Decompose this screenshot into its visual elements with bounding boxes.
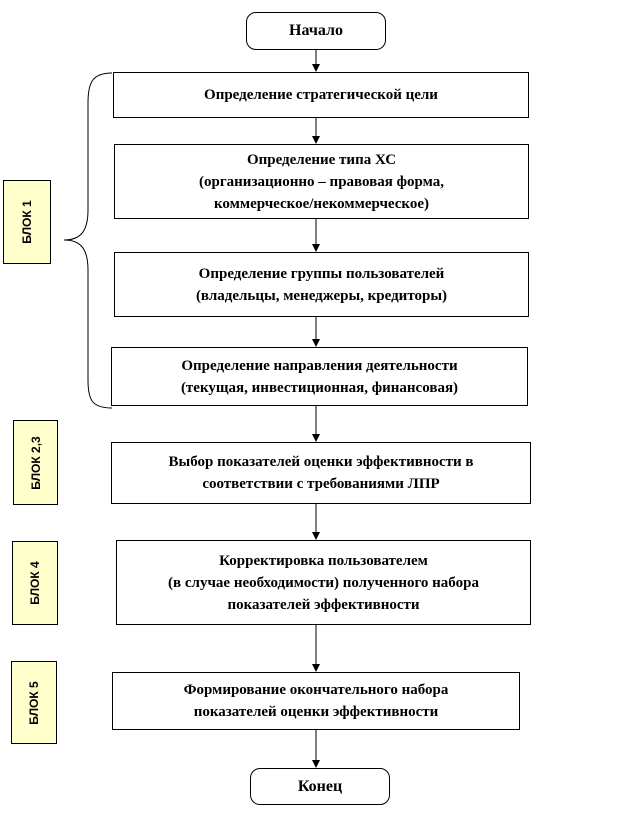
step-strategic-goal: Определение стратегической цели bbox=[113, 72, 529, 118]
block-1-label: БЛОК 1 bbox=[3, 180, 51, 264]
end-terminal: Конец bbox=[250, 768, 390, 805]
step-activity-direction: Определение направления деятельности (текущая, инвестиционная, финансовая) bbox=[111, 347, 528, 406]
start-terminal: Начало bbox=[246, 12, 386, 50]
step-entity-type: Определение типа ХС (организационно – правовая форма, коммерческое/некоммерческое) bbox=[114, 144, 529, 219]
curly-brace-block1 bbox=[64, 73, 112, 408]
block-5-label: БЛОК 5 bbox=[11, 661, 57, 744]
step-indicator-selection: Выбор показателей оценки эффективности в соответствии с требованиями ЛПР bbox=[111, 442, 531, 504]
step-user-correction: Корректировка пользователем (в случае необходимости) полученного набора показателей эффективности bbox=[116, 540, 531, 625]
step-final-set: Формирование окончательного набора показателей оценки эффективности bbox=[112, 672, 520, 730]
block-4-label: БЛОК 4 bbox=[12, 541, 58, 625]
step-user-group: Определение группы пользователей (владельцы, менеджеры, кредиторы) bbox=[114, 252, 529, 317]
block-2-3-label: БЛОК 2,3 bbox=[13, 420, 58, 505]
